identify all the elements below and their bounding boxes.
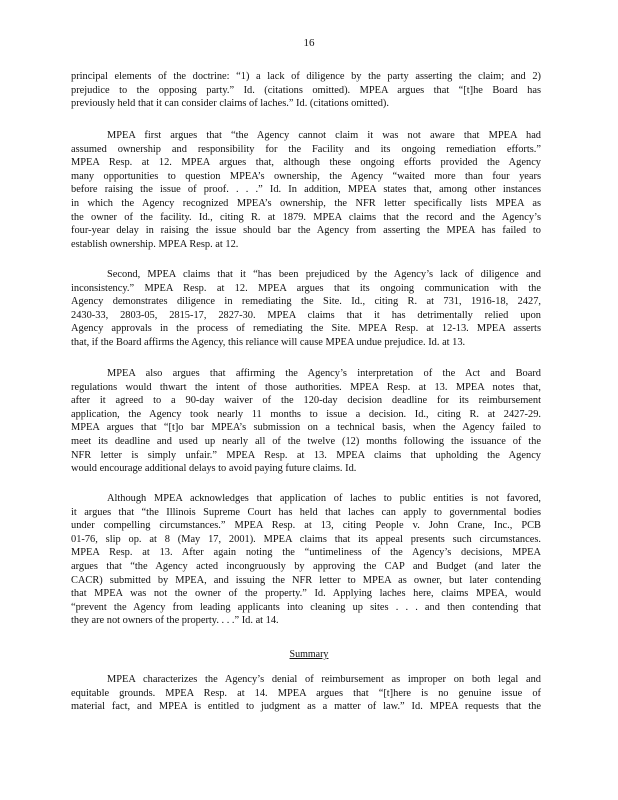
text-line: under compelling circumstances.” MPEA Resp. at 13, citing People v. John Crane, Inc., PCB [71, 520, 541, 532]
text-line: 01-76, slip op. at 8 (May 17, 2001). MPEA claims that its appeal presents such circumstances. [71, 533, 541, 545]
text-line: in which the Agency recognized MPEA’s ownership, the NFR letter specifically lists MPEA as [71, 197, 541, 209]
paragraph-3 [71, 268, 541, 350]
text-line: regulations would thwart the intent of those authorities. MPEA Resp. at 13. MPEA notes that, [71, 381, 541, 393]
text-line: Although MPEA acknowledges that application of laches to public entities is not favored, [107, 493, 541, 504]
text-line: Agency approvals in the process of remediating the Site. MPEA Resp. at 12-13. MPEA asserts [71, 323, 541, 335]
text-line: Second, MPEA claims that it “has been prejudiced by the Agency’s lack of diligence and [107, 269, 541, 280]
text-line: previously held that it can consider claims of laches.” Id. (citations omitted). [71, 98, 389, 110]
text-line: material fact, and MPEA is entitled to judgment as a matter of law.” Id. MPEA requests that the [71, 701, 541, 713]
paragraph-6 [71, 673, 541, 714]
text-line: “prevent the Agency from leading applicants into cleaning up sites . . . and then contending that [71, 601, 541, 613]
text-line: MPEA also argues that affirming the Agency’s interpretation of the Act and Board [107, 368, 541, 379]
page-number: 16 [303, 37, 315, 49]
text-line: application, the Agency took nearly 11 months to issue a decision. Id., citing R. at 2427-29. [71, 408, 541, 420]
text-line: argues that “the Agency acted incongruously by approving the CAP and Budget (and later the [71, 560, 541, 572]
paragraph-2 [71, 129, 541, 251]
text-line: NFR letter is simply unfair.” MPEA Resp. at 13. MPEA claims that upholding the Agency [71, 449, 541, 461]
text-line: that, if the Board affirms the Agency, this reliance will cause MPEA undue prejudice. Id. at 13. [71, 336, 466, 348]
text-line: prejudice to the opposing party.” Id. (citations omitted). MPEA argues that “[t]he Board has [71, 84, 541, 96]
text-line: MPEA first argues that “the Agency cannot claim it was not aware that MPEA had [107, 130, 541, 141]
text-line: establish ownership. MPEA Resp. at 12. [71, 238, 239, 250]
text-line: MPEA argues that “[t]o bar MPEA’s submission on a technical basis, when the Agency failed to [71, 422, 541, 434]
text-line: Agency demonstrates diligence in remediating the Site. Id., citing R. at 731, 1916-18, 2427, [71, 296, 541, 308]
text-line: principal elements of the doctrine: “1) a lack of diligence by the party asserting the claim; and 2) [71, 71, 541, 82]
text-line: meet its deadline and used up nearly all of the twelve (12) months following the issuance of the [71, 435, 541, 447]
text-line: equitable grounds. MPEA Resp. at 14. MPEA argues that “[t]here is no genuine issue of [71, 687, 541, 699]
text-line: the owner of the facility. Id., citing R. at 1879. MPEA claims that the record and the Agency’s [71, 211, 541, 223]
text-line: four-year delay in raising the issue should bar the Agency from asserting the MPEA has failed to [71, 225, 541, 237]
text-line: MPEA Resp. at 13. After again noting the “untimeliness of the Agency’s decisions, MPEA [71, 547, 541, 559]
text-line: it argues that “the Illinois Supreme Court has held that laches can apply to governmental bodies [71, 506, 541, 518]
paragraph-4 [71, 367, 541, 476]
text-line: CACR) submitted by MPEA, and issuing the NFR letter to MPEA as owner, but later contending [71, 574, 541, 586]
text-line: would encourage additional delays to avoid paying future claims. Id. [71, 463, 357, 475]
text-line: inconsistency.” MPEA Resp. at 12. MPEA argues that its ongoing communication with the [71, 282, 541, 294]
paragraph-1 [71, 70, 541, 111]
text-line: before raising the issue of proof. . . .” Id. In addition, MPEA states that, among other instances [71, 184, 541, 196]
paragraph-5 [71, 492, 541, 628]
text-line: that MPEA was not the owner of the property.” Id. Applying laches here, claims MPEA, would [71, 588, 541, 600]
text-line: assumed ownership and responsibility for the Facility and its ongoing remediation efforts.” [71, 143, 541, 155]
section-heading: Summary [289, 649, 329, 660]
text-line: 2430-33, 2803-05, 2815-17, 2827-30. MPEA claims that it has detrimentally relied upon [71, 309, 541, 321]
text-line: many opportunities to question MPEA’s ownership, the Agency “waited more than four years [71, 170, 541, 182]
text-line: MPEA Resp. at 12. MPEA argues that, although these ongoing efforts provided the Agency [71, 157, 541, 169]
text-line: they are not owners of the property. . . .” Id. at 14. [71, 615, 279, 627]
text-line: MPEA characterizes the Agency’s denial of reimbursement as improper on both legal and [107, 674, 541, 685]
text-line: after it agreed to a 90-day waiver of the 120-day decision deadline for its reimbursement [71, 395, 541, 407]
